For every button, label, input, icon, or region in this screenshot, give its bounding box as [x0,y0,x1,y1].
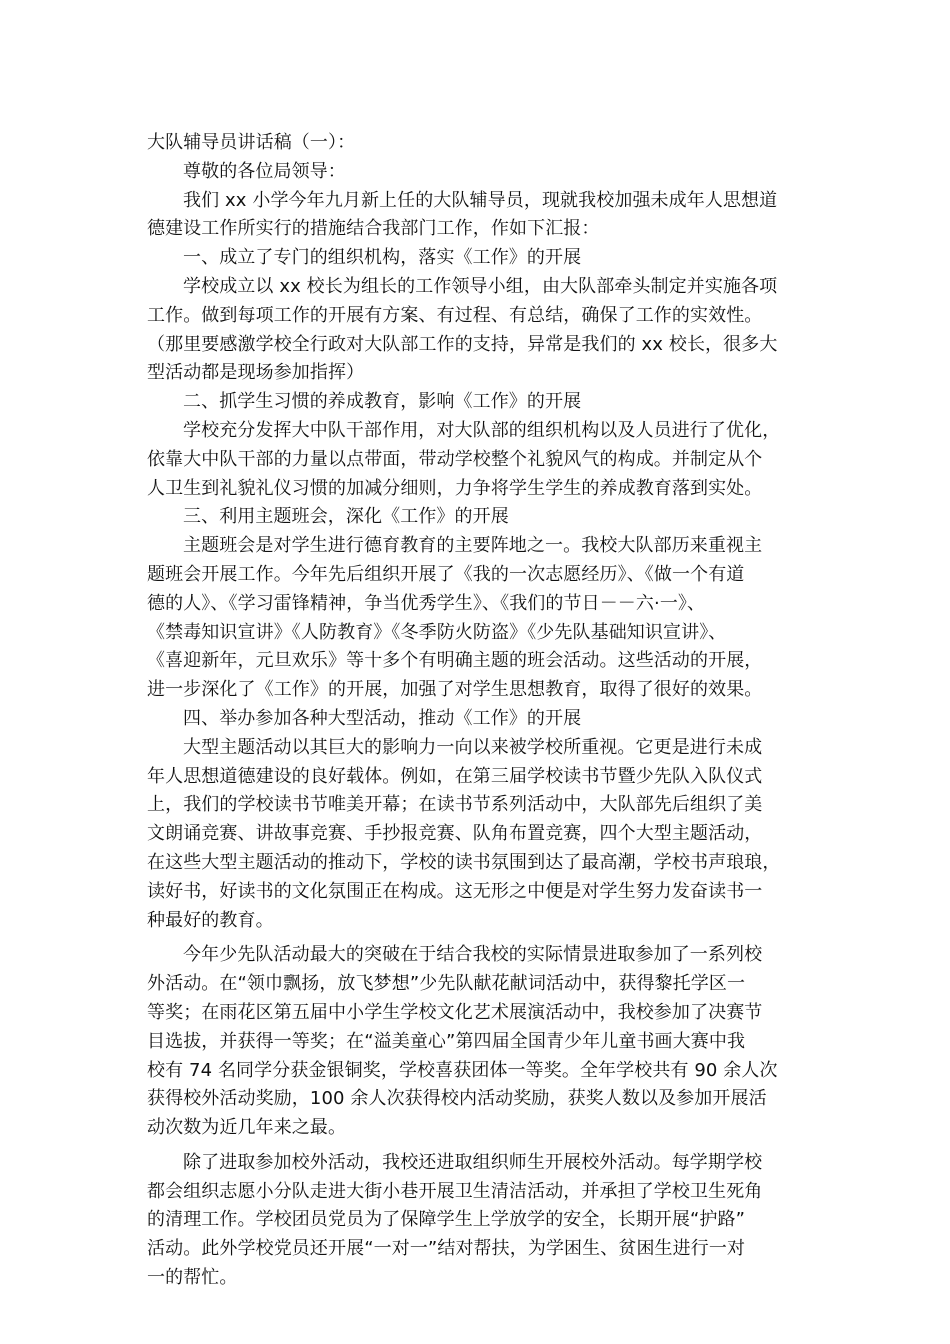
paragraph-activities [147,941,807,1143]
paragraph-line: 种最好的教育。 [147,909,274,931]
paragraph-line: 校有 74 名同学分获金银铜奖，学校喜获团体一等奖。全年学校共有 90 余人次 [147,1059,778,1081]
salutation: 尊敬的各位局领导： [183,160,346,182]
section-heading-3: 三、利用主题班会，深化《工作》的开展 [183,506,509,528]
paragraph-line: 上，我们的学校读书节唯美开幕；在读书节系列活动中，大队部先后组织了美 [147,794,763,816]
section-heading-4: 四、举办参加各种大型活动，推动《工作》的开展 [183,707,582,729]
paragraph-line: 《禁毒知识宣讲》《人防教育》《冬季防火防盗》《少先队基础知识宣讲》、 [147,621,727,643]
paragraph-line: 除了进取参加校外活动，我校还进取组织师生开展校外活动。每学期学校 [183,1151,763,1173]
paragraph-line: 德建设工作所实行的措施结合我部门工作，作如下汇报： [147,218,600,240]
section-heading-2: 二、抓学生习惯的养成教育，影响《工作》的开展 [183,391,582,413]
paragraph-line: 都会组织志愿小分队走进大街小巷开展卫生清洁活动，并承担了学校卫生死角 [147,1180,763,1202]
section-heading-1: 一、成立了专门的组织机构，落实《工作》的开展 [183,247,582,269]
paragraph-section-2 [147,417,807,503]
paragraph-line: 《喜迎新年，元旦欢乐》等十多个有明确主题的班会活动。这些活动的开展， [147,650,763,672]
paragraph-line: 人卫生到礼貌礼仪习惯的加减分细则，力争将学生学生的养成教育落到实处。 [147,477,763,499]
paragraph-line: 目选拔，并获得一等奖；在“溢美童心”第四届全国青少年儿童书画大赛中我 [147,1030,746,1052]
paragraph-line: 活动。此外学校党员还开展“一对一”结对帮扶，为学困生、贫困生进行一对 [147,1238,746,1260]
paragraph-line: 学校成立以 xx 校长为组长的工作领导小组，由大队部牵头制定并实施各项 [183,275,778,297]
paragraph-line: 型活动都是现场参加指挥） [147,362,365,384]
paragraph-section-3 [147,532,807,705]
paragraph-line: 进一步深化了《工作》的开展，加强了对学生思想教育，取得了很好的效果。 [147,679,763,701]
paragraph-line: 读好书，好读书的文化氛围正在构成。这无形之中便是对学生努力发奋读书一 [147,880,763,902]
paragraph-line: 我们 xx 小学今年九月新上任的大队辅导员，现就我校加强未成年人思想道 [183,189,778,211]
paragraph-volunteer [147,1149,807,1293]
paragraph-intro [147,187,807,245]
paragraph-line: 等奖；在雨花区第五届中小学生学校文化艺术展演活动中，我校参加了决赛节 [147,1001,763,1023]
paragraph-line: 年人思想道德建设的良好载体。例如，在第三届学校读书节暨少先队入队仪式 [147,765,763,787]
document-body [147,129,807,1293]
paragraph-line: 今年少先队活动最大的突破在于结合我校的实际情景进取参加了一系列校 [183,944,763,966]
paragraph-line: 大型主题活动以其巨大的影响力一向以来被学校所重视。它更是进行未成 [183,736,763,758]
paragraph-line: 文朗诵竞赛、讲故事竞赛、手抄报竞赛、队角布置竞赛，四个大型主题活动， [147,823,763,845]
paragraph-section-1 [147,273,807,388]
document-title: 大队辅导员讲话稿（一）： [147,132,356,153]
paragraph-line: 的清理工作。学校团员党员为了保障学生上学放学的安全，长期开展“护路” [147,1209,746,1231]
paragraph-line: （那里要感激学校全行政对大队部工作的支持，异常是我们的 xx 校长，很多大 [147,333,778,355]
paragraph-line: 动次数为近几年来之最。 [147,1117,347,1139]
paragraph-line: 一的帮忙。 [147,1267,238,1289]
paragraph-line: 外活动。在“领巾飘扬，放飞梦想”少先队献花献词活动中，获得黎托学区一 [147,973,746,995]
paragraph-line: 工作。做到每项工作的开展有方案、有过程、有总结，确保了工作的实效性。 [147,304,763,326]
paragraph-line: 题班会开展工作。今年先后组织开展了《我的一次志愿经历》、《做一个有道 [147,563,745,585]
paragraph-section-4 [147,734,807,936]
paragraph-line: 学校充分发挥大中队干部作用，对大队部的组织机构以及人员进行了优化， [183,419,781,441]
paragraph-line: 在这些大型主题活动的推动下，学校的读书氛围到达了最高潮，学校书声琅琅， [147,851,781,873]
paragraph-line: 获得校外活动奖励，100 余人次获得校内活动奖励，获奖人数以及参加开展活 [147,1088,767,1110]
paragraph-line: 德的人》、《学习雷锋精神，争当优秀学生》、《我们的节日－－六·一》、 [147,592,706,614]
paragraph-line: 依靠大中队干部的力量以点带面，带动学校整个礼貌风气的构成。并制定从个 [147,448,763,470]
paragraph-line: 主题班会是对学生进行德育教育的主要阵地之一。我校大队部历来重视主 [183,535,763,557]
